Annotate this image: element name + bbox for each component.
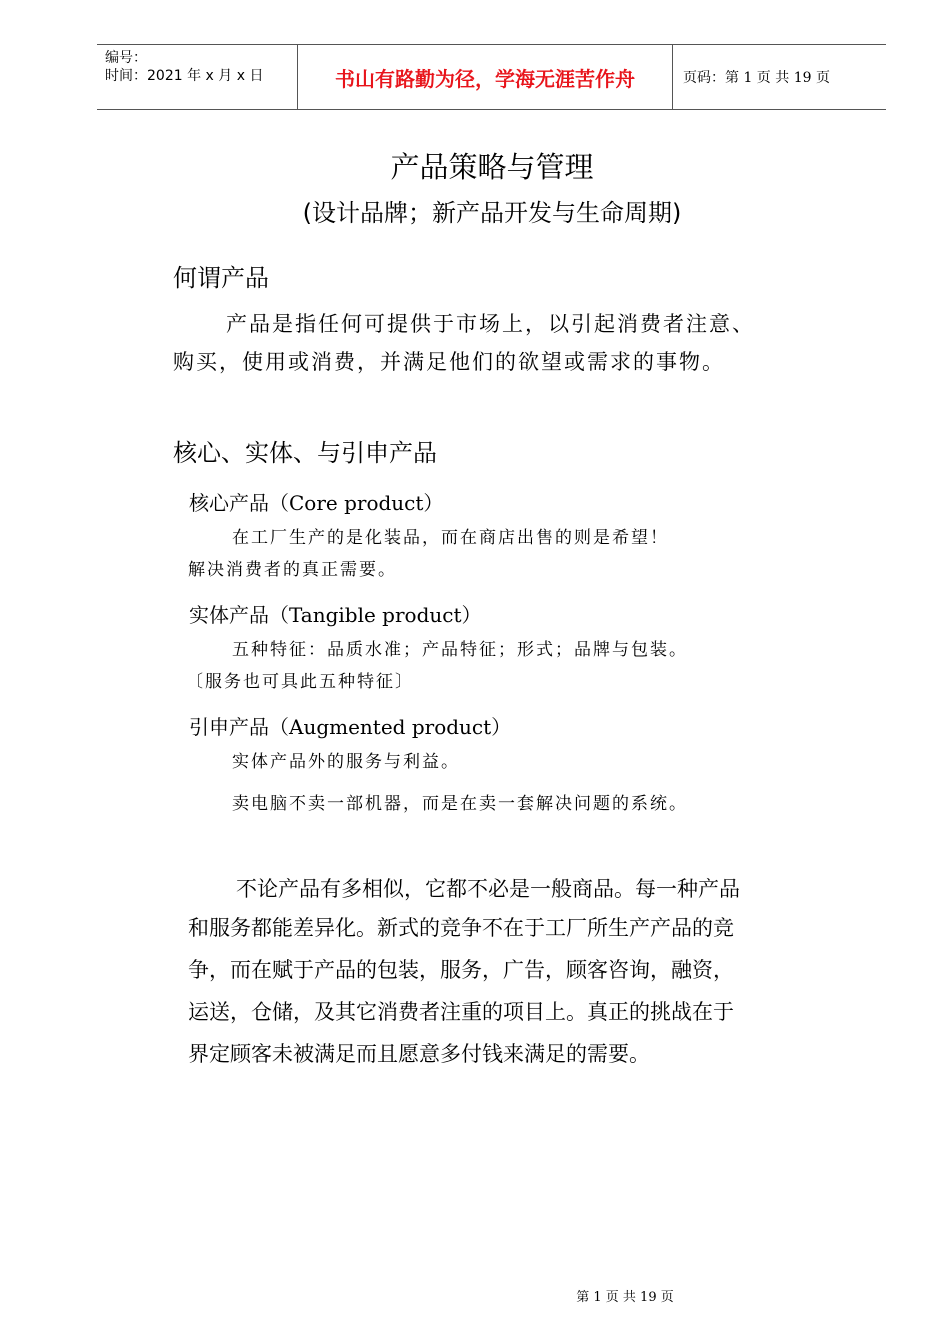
tangible-product-heading: 实体产品（Tangible product） xyxy=(189,603,482,627)
augmented-product-heading: 引申产品（Augmented product） xyxy=(189,715,512,739)
core-product-heading: 核心产品（Core product） xyxy=(189,491,444,515)
tangible-product-line-1: 五种特征：品质水准；产品特征；形式；品牌与包装。 xyxy=(232,640,688,660)
header-motto-cell xyxy=(298,45,673,109)
section-heading-what-is-product: 何谓产品 xyxy=(173,264,269,292)
header-page-cell xyxy=(673,45,886,109)
definition-line-2: 购买，使用或消费，并满足他们的欲望或需求的事物。 xyxy=(173,350,725,374)
motto-text: 书山有路勤为径，学海无涯苦作舟 xyxy=(335,66,635,91)
closing-line-4: 运送，仓储，及其它消费者注重的项目上。真正的挑战在于 xyxy=(188,1000,734,1024)
closing-line-5: 界定顾客未被满足而且愿意多付钱来满足的需要。 xyxy=(188,1042,650,1066)
closing-line-2: 和服务都能差异化。新式的竞争不在于工厂所生产产品的竞 xyxy=(188,916,734,940)
header-left-cell xyxy=(97,45,298,109)
footer-page-number: 第 1 页 共 19 页 xyxy=(576,1290,674,1305)
core-product-line-1: 在工厂生产的是化装品，而在商店出售的则是希望！ xyxy=(232,528,669,548)
document-title: 产品策略与管理 xyxy=(390,150,594,184)
document-subtitle: (设计品牌；新产品开发与生命周期) xyxy=(302,199,682,227)
serial-number-label: 编号： xyxy=(105,50,147,66)
section-heading-product-levels: 核心、实体、与引申产品 xyxy=(173,439,437,467)
date-label: 时间：2021 年 x 月 x 日 xyxy=(105,68,264,84)
core-product-line-2: 解决消费者的真正需要。 xyxy=(188,560,397,580)
closing-line-3: 争，而在赋于产品的包装，服务，广告，顾客咨询，融资， xyxy=(188,958,734,982)
header-table xyxy=(97,44,886,110)
closing-line-1: 不论产品有多相似，它都不必是一般商品。每一种产品 xyxy=(236,877,740,901)
augmented-product-line-2: 卖电脑不卖一部机器，而是在卖一套解决问题的系统。 xyxy=(232,794,688,814)
tangible-product-line-2: 〔服务也可具此五种特征〕 xyxy=(186,672,414,692)
augmented-product-line-1: 实体产品外的服务与利益。 xyxy=(232,752,460,772)
definition-line-1: 产品是指任何可提供于市场上，以引起消费者注意、 xyxy=(226,312,755,336)
page-info: 页码：第 1 页 共 19 页 xyxy=(683,70,830,86)
